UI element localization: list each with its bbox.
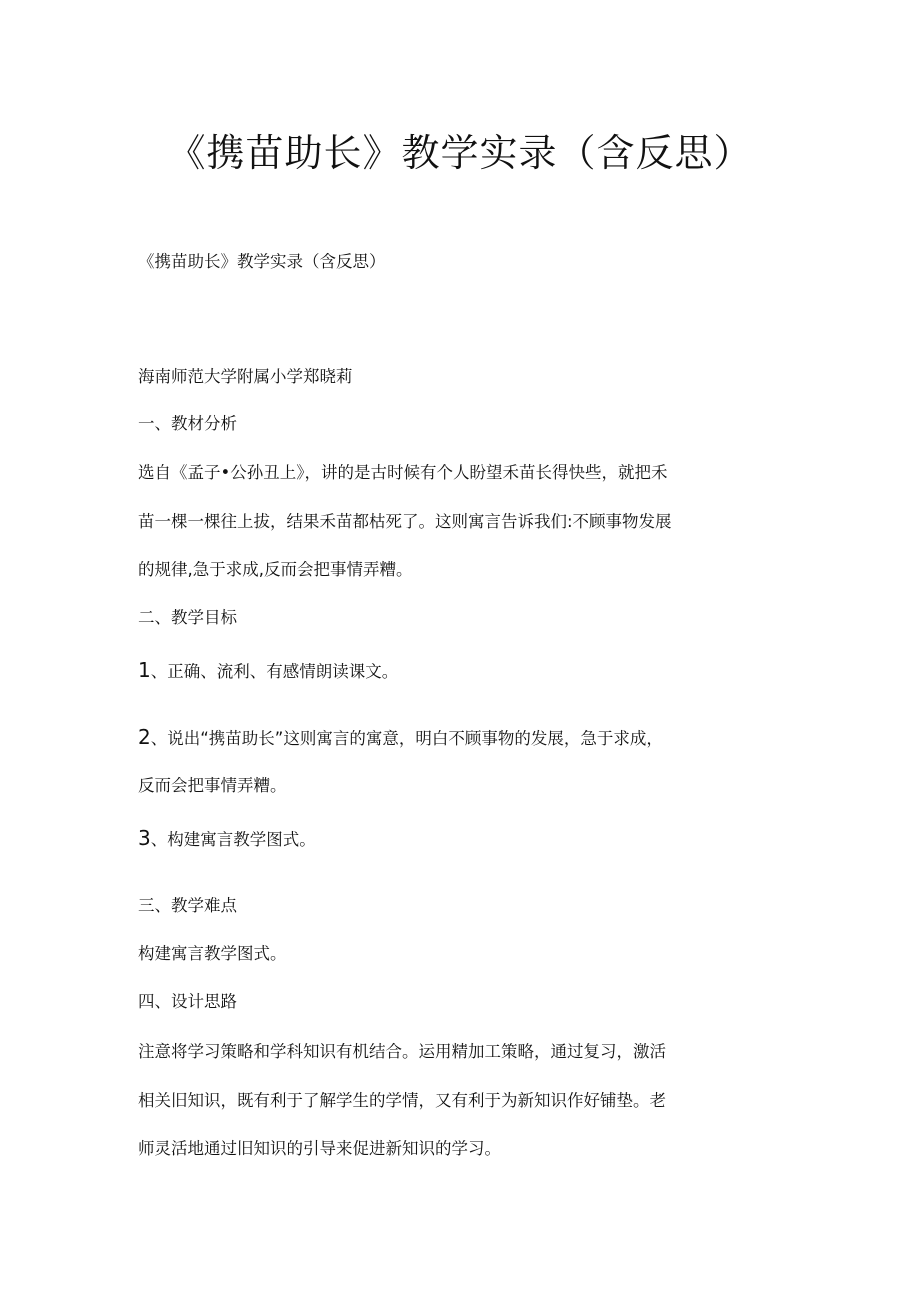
section-heading-goals: 二、教学目标 <box>138 608 237 627</box>
goal-text: 、正确、流利、有感情朗读课文。 <box>150 662 399 681</box>
section-heading-difficulty: 三、教学难点 <box>138 896 237 915</box>
paragraph-line: 选自《孟子•公孙丑上》，讲的是古时候有个人盼望禾苗长得快些，就把禾 <box>138 463 668 482</box>
section-heading-materials: 一、教材分析 <box>138 414 237 433</box>
goal-number: 2 <box>138 725 151 749</box>
paragraph-line: 构建寓言教学图式。 <box>138 944 287 963</box>
goal-number: 3 <box>138 826 151 850</box>
paragraph-line: 相关旧知识，既有利于了解学生的学情，又有利于为新知识作好铺垫。老 <box>138 1091 666 1110</box>
document-title: 《携苗助长》教学实录（含反思） <box>167 131 753 175</box>
paragraph-line: 苗一棵一棵往上拔，结果禾苗都枯死了。这则寓言告诉我们:不顾事物发展 <box>138 512 672 531</box>
paragraph-line: 反而会把事情弄糟。 <box>138 776 287 795</box>
goal-text: 、构建寓言教学图式。 <box>150 830 316 849</box>
paragraph-line: 师灵活地通过旧知识的引导来促进新知识的学习。 <box>138 1139 501 1158</box>
paragraph-line: 注意将学习策略和学科知识有机结合。运用精加工策略，通过复习，激活 <box>138 1042 666 1061</box>
goal-item-2 <box>138 727 663 748</box>
author-line: 海南师范大学附属小学郑晓莉 <box>138 367 353 386</box>
section-heading-design: 四、设计思路 <box>138 992 237 1011</box>
goal-number: 1 <box>138 658 151 682</box>
paragraph-line: 的规律,急于求成,反而会把事情弄糟。 <box>138 560 413 579</box>
goal-item-3 <box>138 828 316 849</box>
goal-text: 、说出“携苗助长”这则寓言的寓意，明白不顾事物的发展，急于求成， <box>150 729 663 748</box>
document-subtitle: 《携苗助长》教学实录（含反思） <box>138 252 386 271</box>
goal-item-1 <box>138 660 398 681</box>
